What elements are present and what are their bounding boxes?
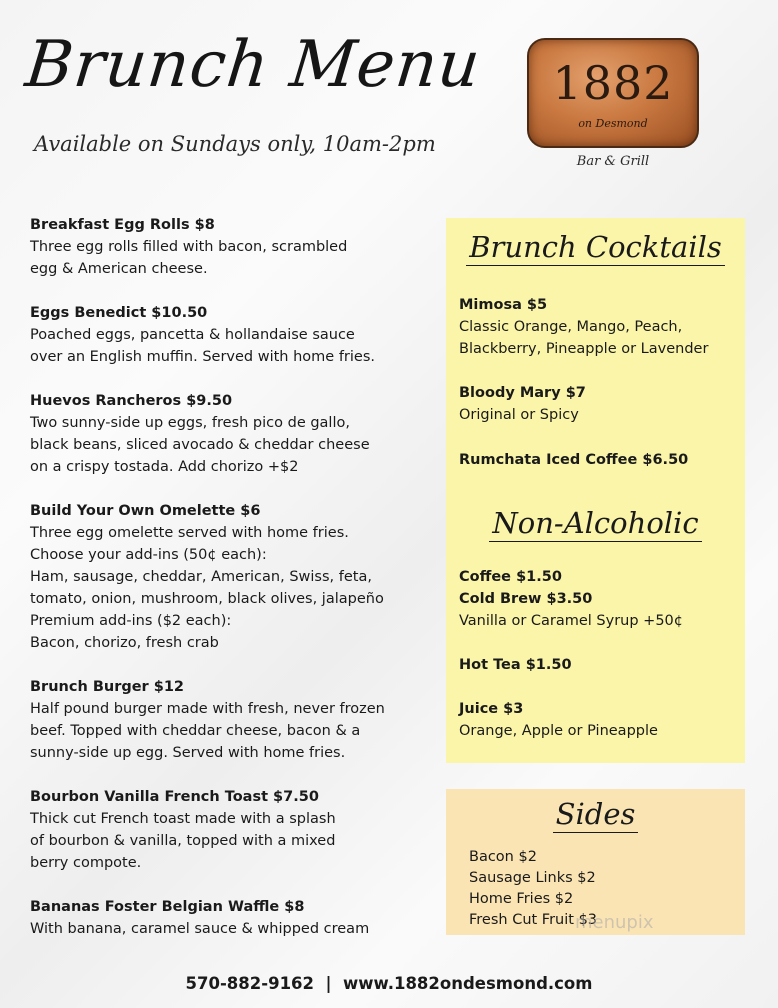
menu-item-breakfast-egg-rolls	[30, 214, 430, 280]
menu-item-belgian-waffle	[30, 896, 430, 940]
coffee-name: Coffee $1.50	[459, 569, 562, 585]
logo-year: 1882	[552, 56, 674, 110]
menu-item-name: Bananas Foster Belgian Waffle $8	[30, 899, 305, 915]
menu-item-desc: Two sunny-side up eggs, fresh pico de gallo, black beans, sliced avocado & cheddar cheese on a crispy tostada. Add chorizo +$2	[30, 415, 370, 475]
menu-item-desc: Poached eggs, pancetta & hollandaise sauce over an English muffin. Served with home fries.	[30, 327, 376, 365]
menu-item-build-omelette	[30, 500, 430, 654]
menu-item-french-toast	[30, 786, 430, 874]
cold-brew-name: Cold Brew $3.50	[459, 591, 593, 607]
menu-item-brunch-burger	[30, 676, 430, 764]
side-item: Fresh Cut Fruit $3	[469, 912, 598, 928]
mimosa-desc: Classic Orange, Mango, Peach, Blackberry, Pineapple or Lavender	[459, 319, 709, 357]
menu-item-desc: Thick cut French toast made with a splash of bourbon & vanilla, topped with a mixed berry compote.	[30, 811, 336, 871]
juice-desc: Orange, Apple or Pineapple	[459, 723, 658, 739]
menu-item-name: Build Your Own Omelette $6	[30, 503, 261, 519]
menu-item-desc: Half pound burger made with fresh, never frozen beef. Topped with cheddar cheese, bacon & a sunny-side up egg. Served with home fries.	[30, 701, 385, 761]
footer-contact: 570-882-9162 | www.1882ondesmond.com	[185, 974, 593, 993]
logo-tagline: Bar & Grill	[576, 154, 650, 169]
menu-item-name: Brunch Burger $12	[30, 679, 185, 695]
cocktails-heading: Brunch Cocktails	[446, 230, 745, 264]
side-item: Bacon $2	[469, 849, 537, 865]
menu-item-huevos-rancheros	[30, 390, 430, 478]
rumchata-name: Rumchata Iced Coffee $6.50	[459, 452, 689, 468]
hot-tea-name: Hot Tea $1.50	[459, 657, 572, 673]
sides-heading: Sides	[446, 797, 745, 831]
menu-item-eggs-benedict	[30, 302, 430, 368]
side-item: Home Fries $2	[469, 891, 574, 907]
cold-brew-desc: Vanilla or Caramel Syrup +50¢	[459, 613, 684, 629]
menu-item-name: Breakfast Egg Rolls $8	[30, 217, 215, 233]
menu-item-desc: With banana, caramel sauce & whipped cream	[30, 921, 370, 937]
menu-item-name: Bourbon Vanilla French Toast $7.50	[30, 789, 319, 805]
menu-item-desc: Three egg omelette served with home fries. Choose your add-ins (50¢ each): Ham, sausage, cheddar, American, Swiss, feta, tomato, onion, mushroom, black olives, jalapeño Premium add-ins ($2 each): Bacon, chorizo, fresh crab	[30, 525, 384, 651]
logo-on-desmond: on Desmond	[578, 117, 648, 130]
bloody-mary-name: Bloody Mary $7	[459, 385, 586, 401]
menu-item-name: Eggs Benedict $10.50	[30, 305, 208, 321]
menu-item-desc: Three egg rolls filled with bacon, scrambled egg & American cheese.	[30, 239, 348, 277]
menu-item-name: Huevos Rancheros $9.50	[30, 393, 233, 409]
cocktails-panel	[446, 218, 745, 763]
bloody-mary-desc: Original or Spicy	[459, 407, 579, 423]
menu-title: Brunch Menu	[22, 28, 485, 102]
juice-name: Juice $3	[459, 701, 524, 717]
non-alcoholic-heading: Non-Alcoholic	[446, 506, 745, 540]
watermark: menupix	[575, 912, 654, 933]
side-item: Sausage Links $2	[469, 870, 596, 886]
restaurant-logo	[527, 38, 699, 148]
menu-subtitle: Available on Sundays only, 10am-2pm	[34, 132, 436, 156]
mimosa-name: Mimosa $5	[459, 297, 548, 313]
